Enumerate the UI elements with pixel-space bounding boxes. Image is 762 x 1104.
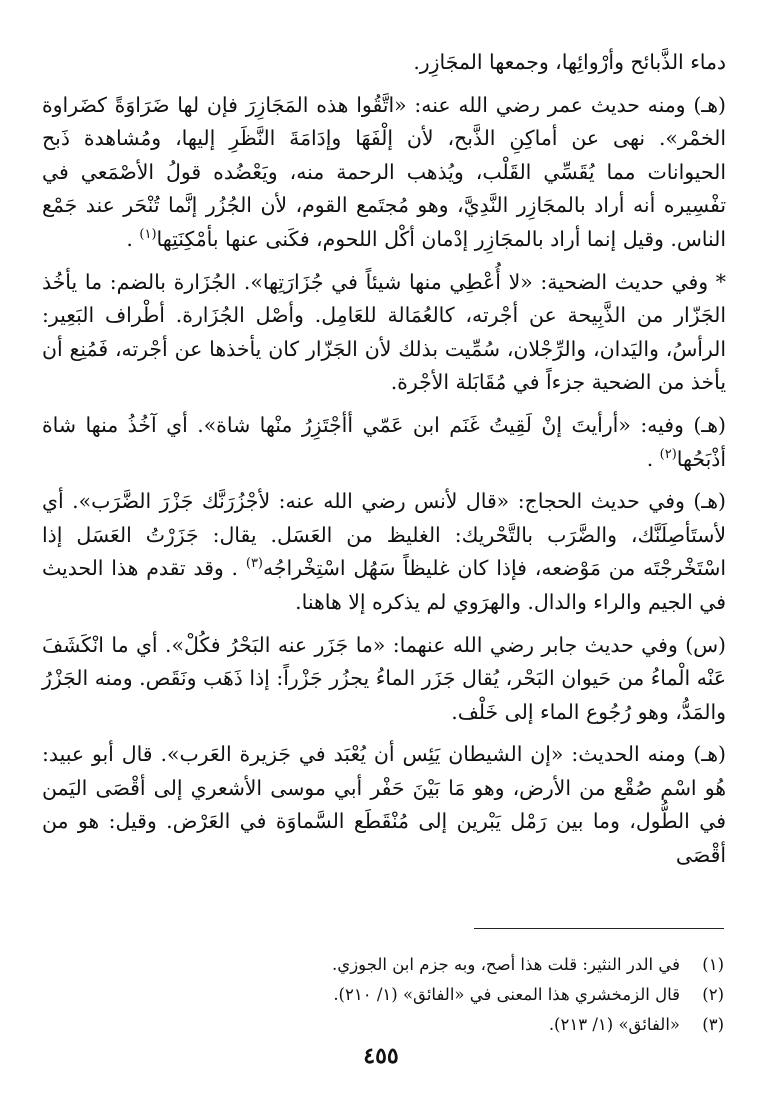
page-number: ٤٥٥ <box>363 1043 399 1069</box>
footnotes <box>42 950 724 1040</box>
footnote-2: (٢)قال الزمخشري هذا المعنى في «الفائق» (١/ ٢١٠). <box>333 985 724 1004</box>
paragraph-3: * وفي حديث الضحية: «لا أُعْطِي منها شيئاً في جُزَارَتِها». الجُزَارة بالضم: ما يأخُذ الجَزّار من الذَّبِيحة عن أجْرته، كالعُمَالة للعَامِل. وأصْل الجُزَارة. أطْراف البَعِير: الرأسُ، واليَدان، والرِّجْلان، سُمِّيت بذلك لأن الجَزّار كان يأخذها عن أجْرته، فَمُنِع أن يأخذ من الضحية جزءاً في مُقَابَلة الأجْرة. <box>42 269 726 395</box>
paragraph-2: (هـ) ومنه حديث عمر رضي الله عنه: «اتَّقُوا هذه المَجَازِرَ فإن لها ضَرَاوَةً كضَراوة الخمْر». نهى عن أماكِنِ الذَّبح، لأن إلْفَهَا وإدَامَةَ النَّظَرِ إليها، ومُشاهدة ذَبح الحيوانات مما يُقَسِّي القَلْب، ويُذهب الرحمة منه، ويَعْضُده قولُ الأصْمَعي في تفْسِيره أنه أراد بالمجَازِر النَّدِيَّ، وهو مُجتَمع القوم، لأن الجُزُر إنَّما تُنْحَر عند جَمْع الناس. وقيل إنما أراد بالمجَازِر إدْمان أكْل اللحوم، فكَنى عنها بأمْكِنَتِها$^{(١)}$ . <box>42 92 726 251</box>
footnote-ref-1: (١) <box>139 227 157 243</box>
footnote-ref-2: (٢) <box>659 446 677 462</box>
footnote-ref-3: (٣) <box>245 556 263 572</box>
paragraph-1: دماء الذَّبائح وأرْوائِها، وجمعها المجَازِر. <box>413 50 726 74</box>
footnote-divider <box>474 928 724 929</box>
main-text <box>42 46 726 873</box>
paragraph-5: (هـ) وفي حديث الحجاج: «قال لأنس رضي الله عنه: لأجْزُرَنَّك جَزْرَ الضَّرَب». أي لأستَأصِلَنَّك، والضَّرَب بالتَّحْريك: الغليظ من العَسَل. يقال: جَزَرْتُ العَسَل إذا اسْتَخْرجْتَه من مَوْضعه، فإذا كان غليظاً سَهُل اسْتِخْراجُه$^{(٣)}$ . وقد تقدم هذا الحديث في الجيم والراء والدال. والهرَوي لم يذكره إلا هاهنا. <box>42 489 726 614</box>
footnote-1: (١)في الدر النثير: قلت هذا أصح، وبه جزم ابن الجوزي. <box>332 955 724 974</box>
paragraph-4: (هـ) وفيه: «أرأيتَ إنْ لَقِيتُ غَنَم ابن عَمّي أأجْتَزِرُ منْها شاة». أي آخُذُ منها شاة أذْبَحُها$^{(٢)}$ . <box>42 412 726 471</box>
paragraph-6: (س) وفي حديث جابر رضي الله عنهما: «ما جَزَر عنه البَحْرُ فكُلْ». أي ما انْكَشَفَ عَنْه الْماءُ من حَيوان البَحْر، يُقال جَزَر الماءُ يجزُر جَزْراً: إذا ذَهَب ونَقَص. ومنه الجَزْرُ والمَدُّ، وهو رُجُوع الماء إلى خَلْف. <box>42 632 726 724</box>
footnote-3: (٣)«الفائق» (١/ ٢١٣). <box>548 1015 724 1034</box>
paragraph-7: (هـ) ومنه الحديث: «إن الشيطان يَئِس أن يُعْبَد في جَزيرة العَرب». قال أبو عبيد: هُو اسْم صُقْع من الأرض، وهو مَا بَيْنَ حَفْر أبي موسى الأشعري إلى أقْصَى اليَمن في الطُّول، وما بين رَمْل يَبْرين إلى مُنْقَطَع السَّماوَة في العَرْض. وقيل: هو من أقْصَى <box>42 742 726 868</box>
